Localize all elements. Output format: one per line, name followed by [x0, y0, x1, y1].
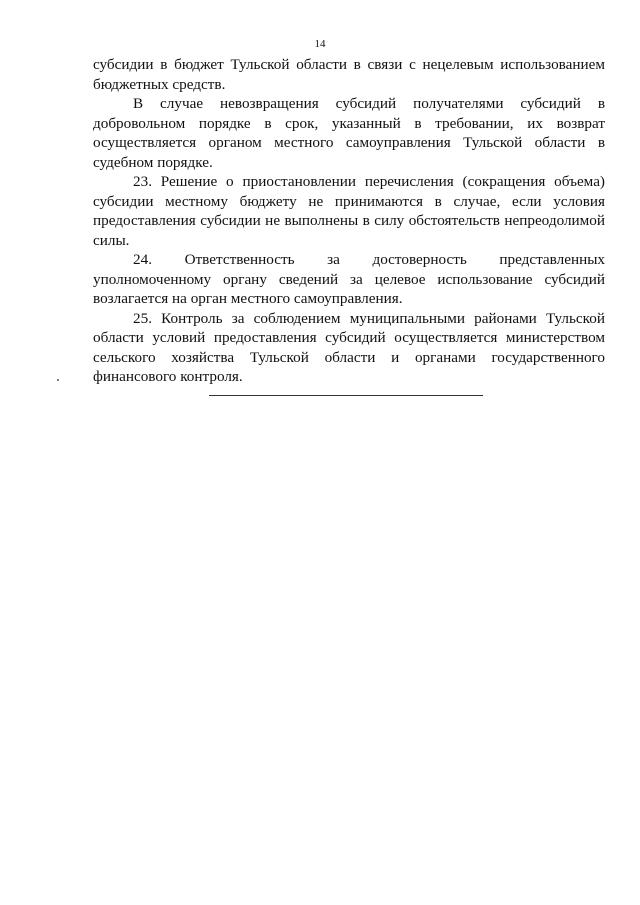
paragraph-item-25: 25. Контроль за соблюдением муниципальными районами Тульской области условий предоставления субсидий осуществляется министерством сельского хозяйства Тульской области и органами государственного финансового контроля.: [93, 309, 605, 385]
document-body: [93, 55, 605, 387]
closing-divider: [209, 395, 483, 396]
margin-mark: [57, 379, 59, 381]
paragraph-item-24: 24. Ответственность за достоверность представленных уполномоченному органу сведений за целевое использование субсидий возлагается на орган местного самоуправления.: [93, 251, 605, 307]
paragraph-item-23: 23. Решение о приостановлении перечисления (сокращения объема) субсидии местному бюджету не принимаются в случае, если условия предоставления субсидии не выполнены в силу обстоятельств непреодолимой силы.: [93, 173, 605, 249]
page-number: 14: [314, 38, 326, 50]
paragraph-continuation: субсидии в бюджет Тульской области в связи с нецелевым использованием бюджетных средств.: [93, 56, 605, 93]
paragraph-refund-court: В случае невозвращения субсидий получателями субсидий в добровольном порядке в срок, указанный в требовании, их возврат осуществляется органом местного самоуправления Тульской области в судебном порядке.: [93, 95, 605, 171]
